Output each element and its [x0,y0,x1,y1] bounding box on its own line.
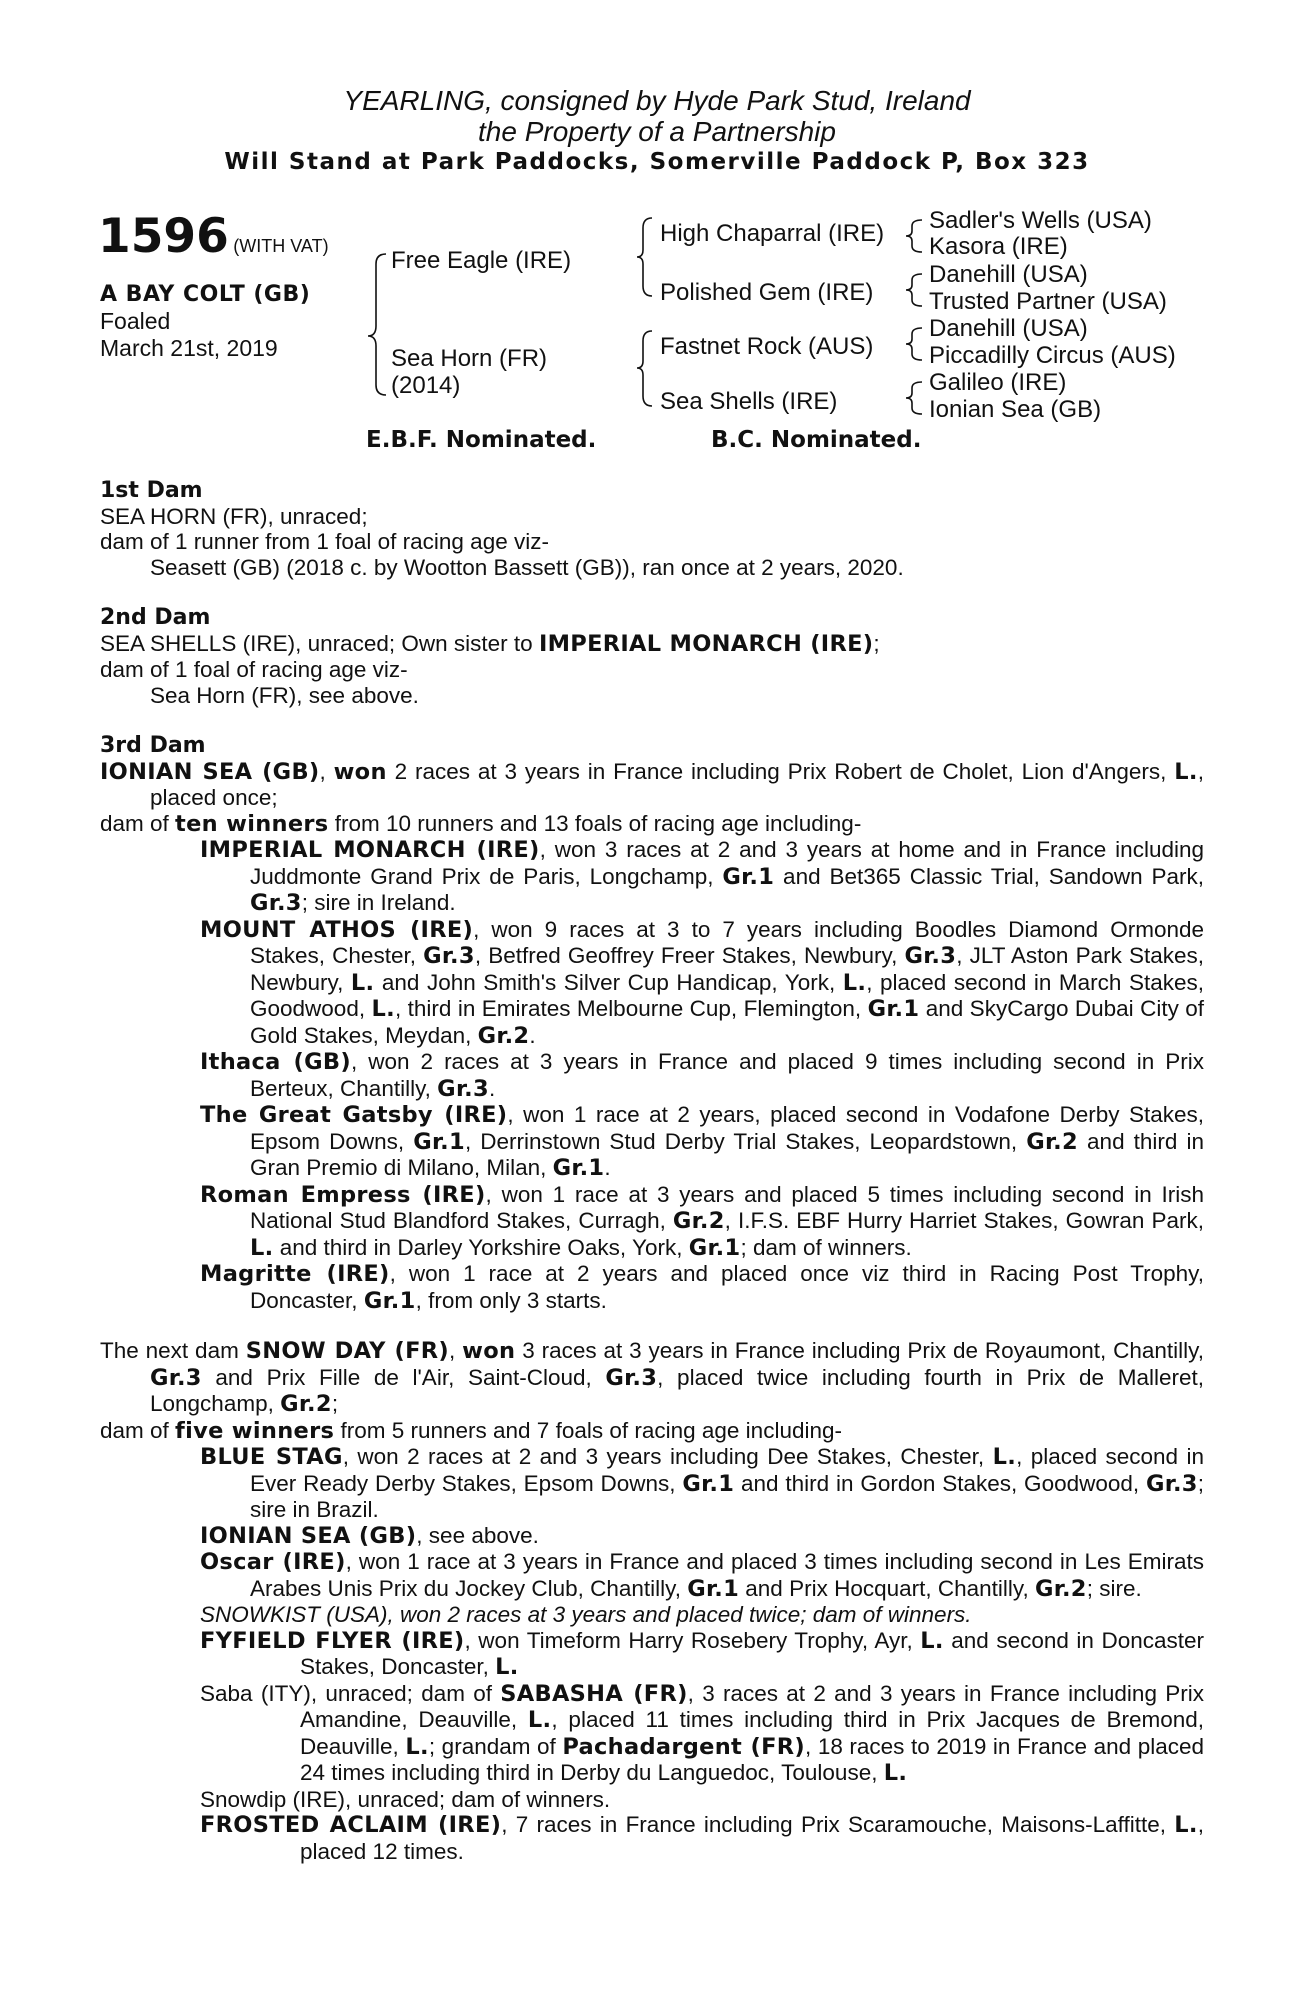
entry-imperial-monarch: IMPERIAL MONARCH (IRE), won 3 races at 2 and 3 years at home and in France including Juddmonte Grand Prix de Paris, Longchamp, Gr.1 and Bet365 Classic Trial, Sandown Park, Gr.3; sire in Ireland. [200,837,1205,916]
pedigree-dsd: Piccadilly Circus (AUS) [929,342,1176,369]
header-subtitle: the Property of a Partnership [478,116,836,147]
pedigree-dam-year: (2014) [391,372,461,399]
vat-note: (WITH VAT) [233,236,329,256]
entry-fyfield-flyer: FYFIELD FLYER (IRE), won Timeform Harry Rosebery Trophy, Ayr, L. and second in Doncaster Stakes, Doncaster, L. [200,1627,1204,1680]
header-title: YEARLING, consigned by Hyde Park Stud, Ireland [343,85,971,116]
second-dam-line3: Sea Horn (FR), see above. [150,682,419,708]
first-dam-line1: SEA HORN (FR), unraced; [100,503,368,529]
pedigree-ss: High Chaparral (IRE) [660,220,885,247]
ebf-nominated: E.B.F. Nominated. [366,427,597,453]
second-dam-line1: SEA SHELLS (IRE), unraced; Own sister to IMPERIAL MONARCH (IRE); [100,630,880,657]
pedigree-sdd: Trusted Partner (USA) [929,288,1167,315]
second-dam-line2: dam of 1 foal of racing age viz- [100,657,408,682]
entry-snowdip: Snowdip (IRE), unraced; dam of winners. [200,1786,611,1812]
pedigree-ds: Fastnet Rock (AUS) [660,333,874,360]
next-dam-entry: The next dam SNOW DAY (FR), won 3 races at 3 years in France including Prix de Royaumont, Chantilly, Gr.3 and Prix Fille de l'Air, Saint-Cloud, Gr.3, placed twice including fourth in Prix de Malleret, Longchamp, Gr.2; [100,1338,1204,1417]
dam-line-text [100,478,1204,1864]
lot-title: A BAY COLT (GB) [100,282,311,307]
foaled-date: March 21st, 2019 [100,335,278,361]
foaled-label: Foaled [100,308,171,334]
first-dam-line3: Seasett (GB) (2018 c. by Wootton Bassett (GB)), ran once at 2 years, 2020. [150,554,904,580]
second-dam-heading: 2nd Dam [100,605,211,630]
entry-the-great-gatsby: The Great Gatsby (IRE), won 1 race at 2 years, placed second in Vodafone Derby Stakes, Epsom Downs, Gr.1, Derrinstown Stud Derby Trial Stakes, Leopardstown, Gr.2 and third in Gran Premio di Milano, Milan, Gr.1. [200,1102,1205,1181]
pedigree-dam: Sea Horn (FR) [391,345,548,372]
pedigree-sire: Free Eagle (IRE) [391,247,572,274]
pedigree-sds: Danehill (USA) [929,261,1088,288]
entry-blue-stag: BLUE STAG, won 2 races at 2 and 3 years including Dee Stakes, Chester, L., placed second in Ever Ready Derby Stakes, Epsom Downs, Gr.1 and third in Gordon Stakes, Goodwood, Gr.3; sire in Brazil. [200,1444,1205,1522]
entry-saba: Saba (ITY), unraced; dam of SABASHA (FR), 3 races at 2 and 3 years in France including Prix Amandine, Deauville, L., placed 11 times including third in Prix Jacques de Bremond, Deauville, L.; grandam of Pachadargent (FR), 18 races to 2019 in France and placed 24 times including third in Derby du Languedoc, Toulouse, L. [200,1680,1204,1786]
entry-mount-athos: MOUNT ATHOS (IRE), won 9 races at 3 to 7 years including Boodles Diamond Ormonde Stakes, Chester, Gr.3, Betfred Geoffrey Freer Stakes, Newbury, Gr.3, JLT Aston Park Stakes, Newbury, L. and John Smith's Silver Cup Handicap, York, L., placed second in March Stakes, Goodwood, L., third in Emirates Melbourne Cup, Flemington, Gr.1 and SkyCargo Dubai City of Gold Stakes, Meydan, Gr.2. [200,916,1204,1049]
entry-magritte: Magritte (IRE), won 1 race at 2 years and placed once viz third in Racing Post Trophy, Doncaster, Gr.1, from only 3 starts. [200,1261,1204,1314]
entry-roman-empress: Roman Empress (IRE), won 1 race at 3 years and placed 5 times including second in Irish National Stud Blandford Stakes, Curragh, Gr.2, I.F.S. EBF Hurry Harriet Stakes, Gowran Park, L. and third in Darley Yorkshire Oaks, York, Gr.1; dam of winners. [200,1181,1204,1261]
pedigree-dd: Sea Shells (IRE) [660,388,838,415]
header-location: Will Stand at Park Paddocks, Somerville Paddock P, Box 323 [224,149,1090,175]
pedigree-dds: Galileo (IRE) [929,369,1067,396]
ionian-sea-entry: IONIAN SEA (GB), won 2 races at 3 years in France including Prix Robert de Cholet, Lion d'Angers, L., placed once; [100,758,1204,810]
pedigree-ddd: Ionian Sea (GB) [929,396,1102,423]
lot-number: 1596 [98,209,229,264]
next-dam-produce-summary: dam of five winners from 5 runners and 7 foals of racing age including- [100,1417,842,1444]
pedigree-sss: Sadler's Wells (USA) [929,207,1152,234]
pedigree-dss: Danehill (USA) [929,315,1088,342]
entry-frosted-aclaim: FROSTED ACLAIM (IRE), 7 races in France including Prix Scaramouche, Maisons-Laffitte, L., placed 12 times. [200,1812,1204,1864]
first-dam-line2: dam of 1 runner from 1 foal of racing age viz- [100,529,549,554]
pedigree-ssd: Kasora (IRE) [929,233,1068,260]
ionian-sea-produce-summary: dam of ten winners from 10 runners and 13 foals of racing age including- [100,810,862,837]
entry-ithaca: Ithaca (GB), won 2 races at 3 years in France and placed 9 times including second in Prix Berteux, Chantilly, Gr.3. [200,1049,1204,1102]
entry-ionian-sea: IONIAN SEA (GB), see above. [200,1522,539,1549]
pedigree-sd: Polished Gem (IRE) [660,279,874,306]
first-dam-heading: 1st Dam [100,478,203,503]
entry-oscar: Oscar (IRE), won 1 race at 3 years in France and placed 3 times including second in Les Emirats Arabes Unis Prix du Jockey Club, Chantilly, Gr.1 and Prix Hocquart, Chantilly, Gr.2; sire. [200,1549,1204,1602]
third-dam-heading: 3rd Dam [100,733,206,758]
bc-nominated: B.C. Nominated. [711,427,922,453]
entry-snowkist: SNOWKIST (USA), won 2 races at 3 years and placed twice; dam of winners. [200,1602,972,1627]
